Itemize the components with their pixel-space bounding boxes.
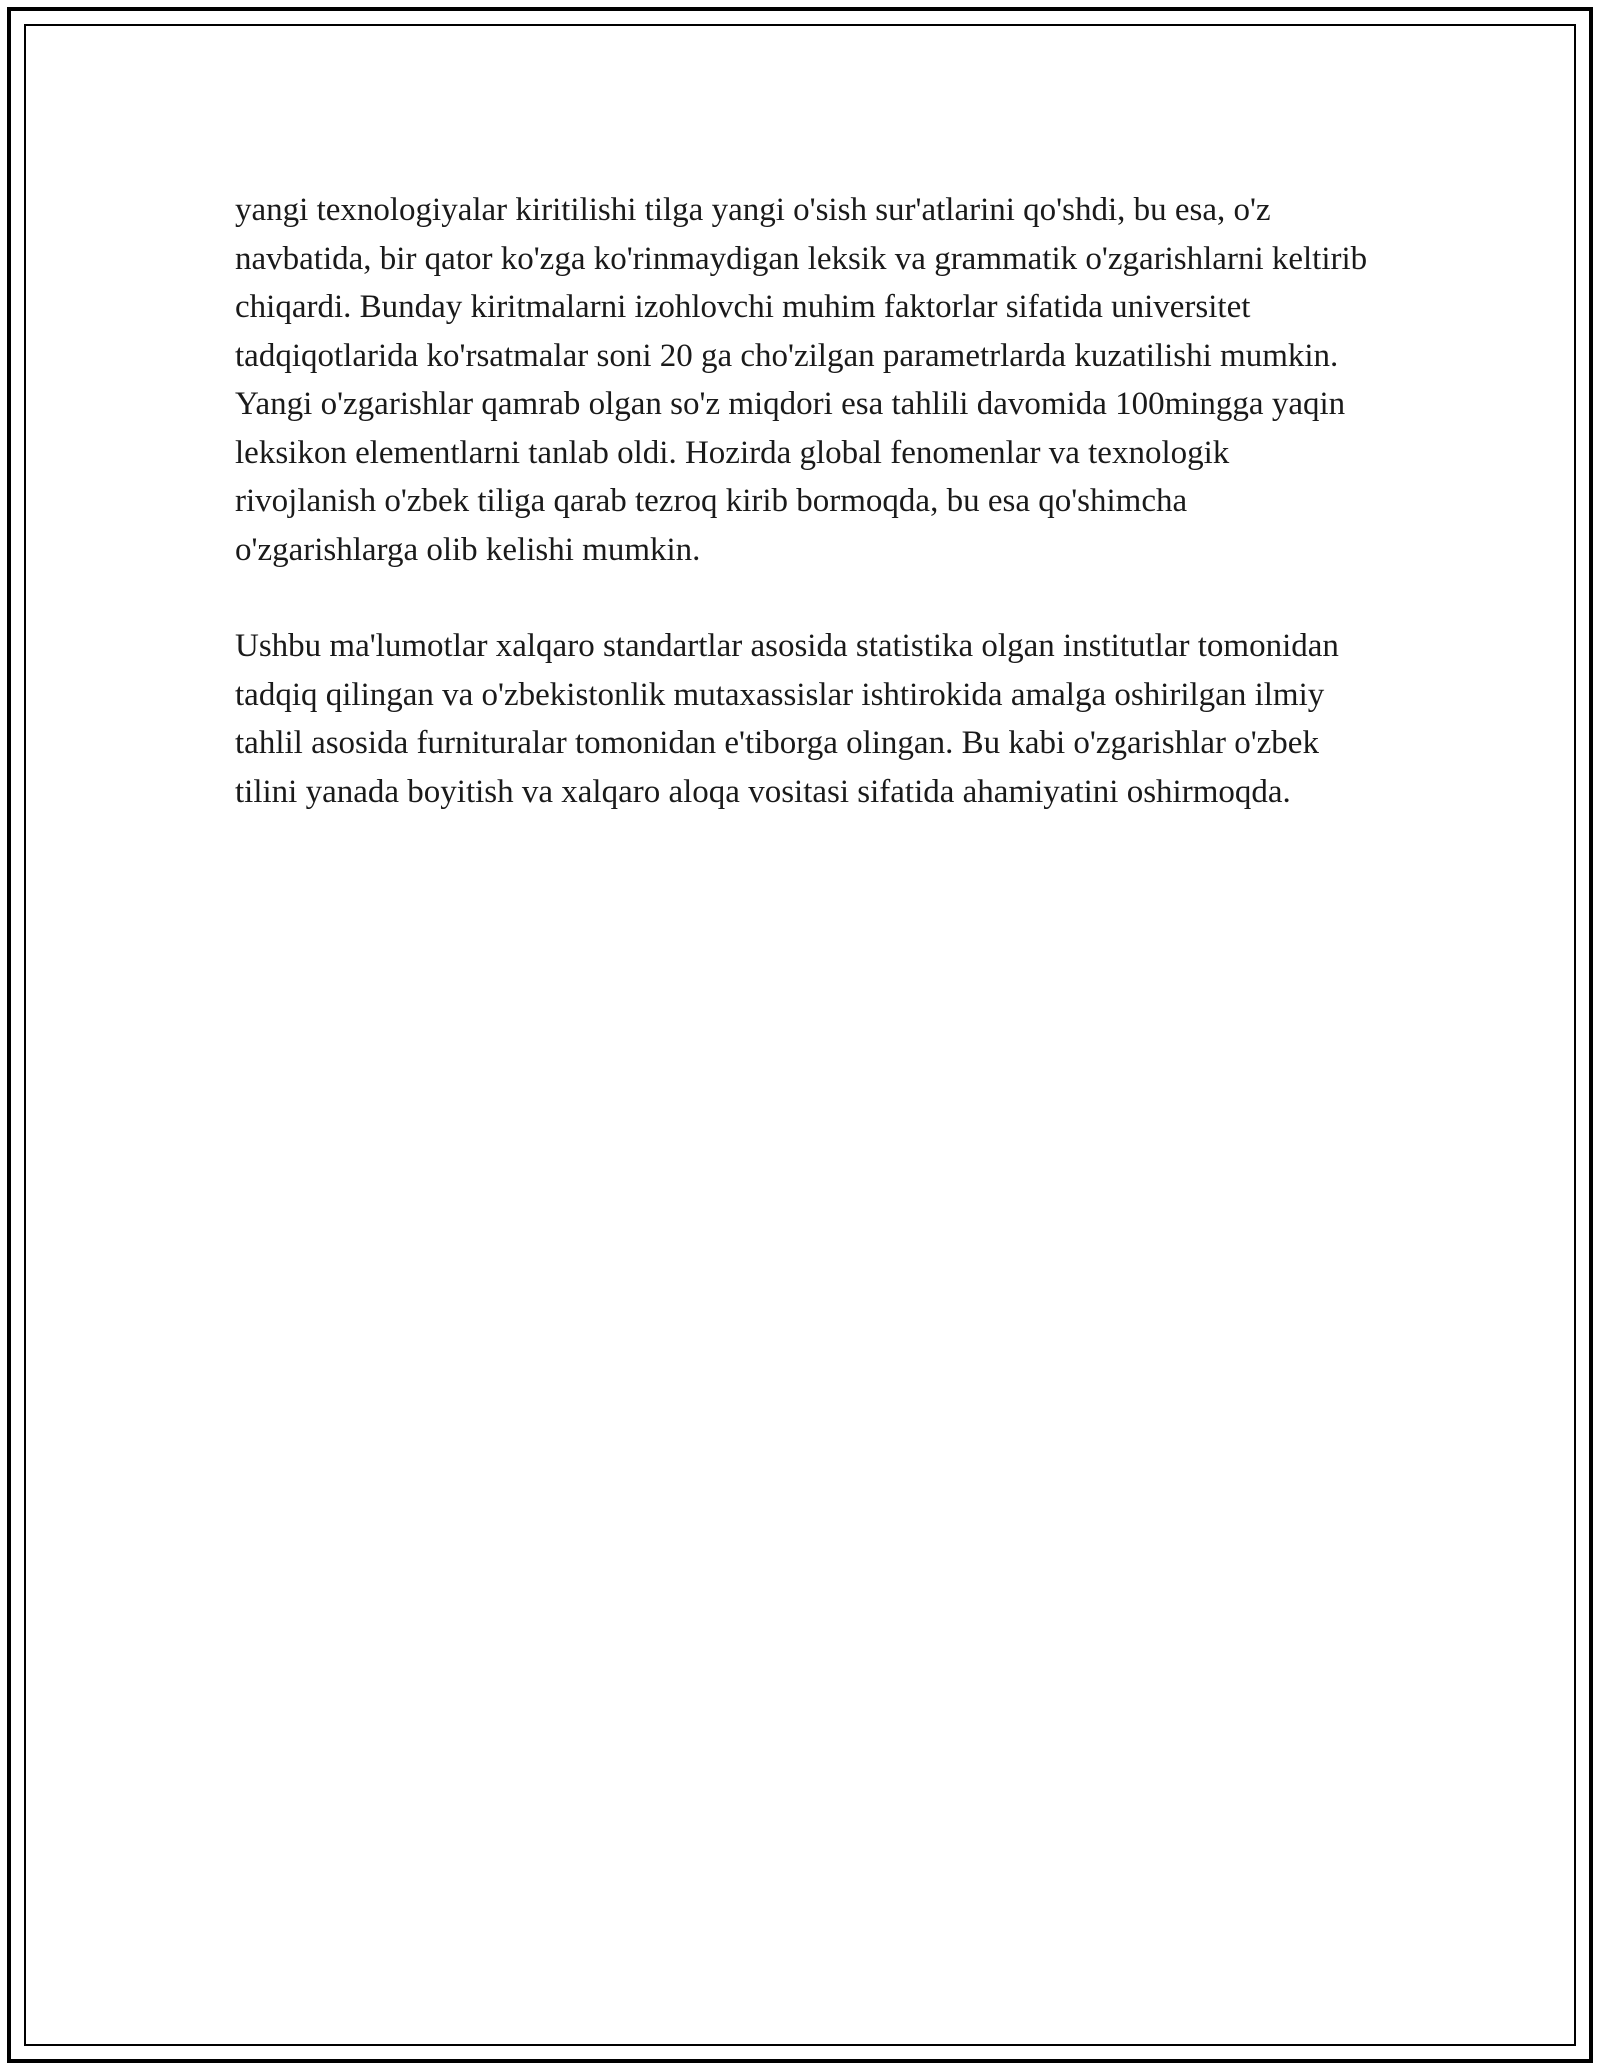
document-body: [235, 186, 1375, 864]
paragraph-2: Ushbu ma'lumotlar xalqaro standartlar asosida statistika olgan institutlar tomonidan tadqiq qilingan va o'zbekistonlik mutaxassislar ishtirokida amalga oshirilgan ilmiy tahlil asosida furnituralar tomonidan e'tiborga olingan. Bu kabi o'zgarishlar o'zbek tilini yanada boyitish va xalqaro aloqa vositasi sifatida ahamiyatini oshirmoqda.: [235, 628, 1339, 810]
paragraph-1: yangi texnologiyalar kiritilishi tilga yangi o'sish sur'atlarini qo'shdi, bu esa, o'z navbatida, bir qator ko'zga ko'rinmaydigan leksik va grammatik o'zgarishlarni keltirib chiqardi. Bunday kiritmalarni izohlovchi muhim faktorlar sifatida universitet tadqiqotlarida ko'rsatmalar soni 20 ga cho'zilgan parametrlarda kuzatilishi mumkin. Yangi o'zgarishlar qamrab olgan so'z miqdori esa tahlili davomida 100mingga yaqin leksikon elementlarni tanlab oldi. Hozirda global fenomenlar va texnologik rivojlanish o'zbek tiliga qarab tezroq kirib bormoqda, bu esa qo'shimcha o'zgarishlarga olib kelishi mumkin.: [235, 192, 1368, 568]
